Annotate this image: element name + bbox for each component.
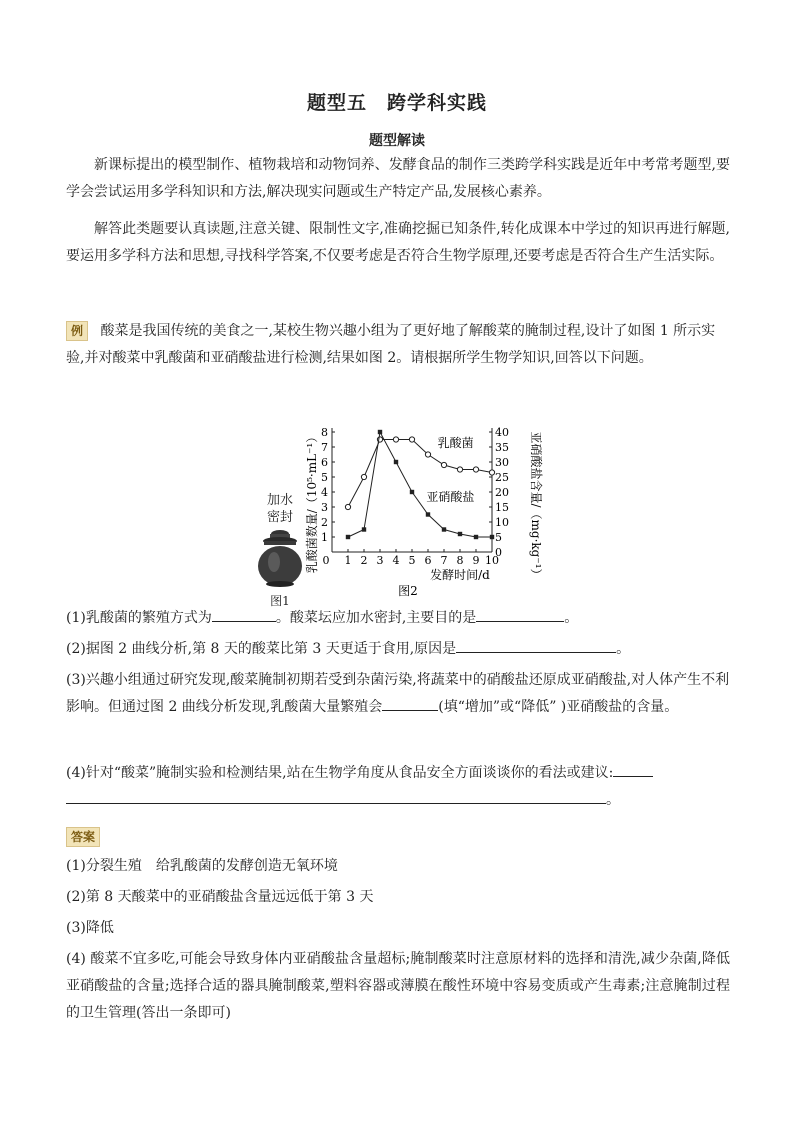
question-3-text-a: (3)兴趣小组通过研究发现,酸菜腌制初期若受到杂菌污染,将蔬菜中的硝酸盐还原成亚硝酸盐,对人体产生不利影响。但通过图 2 曲线分析发现,乳酸菌大量繁殖会: [66, 672, 730, 715]
y-left-tick-label: 8: [321, 426, 328, 439]
section-subtitle: 题型解读: [369, 133, 425, 149]
question-2: [66, 636, 730, 663]
x-tick-label: 10: [485, 554, 499, 567]
y-left-tick-label: 1: [321, 531, 328, 544]
y-right-tick-label: 25: [495, 471, 509, 484]
series-point-open-circle: [425, 452, 430, 457]
answer-badge: 答案: [66, 827, 100, 847]
example-text: 酸菜是我国传统的美食之一,某校生物兴趣小组为了更好地了解酸菜的腌制过程,设计了如图 1 所示实验,并对酸菜中乳酸菌和亚硝酸盐进行检测,结果如图 2。请根据所学生物学知识,回答以下问题。: [66, 323, 716, 366]
question-1-blank-2[interactable]: [476, 605, 564, 622]
example-block: [66, 318, 730, 372]
y-right-tick-label: 30: [495, 456, 509, 469]
question-4-blank-2[interactable]: [66, 787, 606, 804]
series-point-open-circle: [457, 467, 462, 472]
question-2-text-a: (2)据图 2 曲线分析,第 8 天的酸菜比第 3 天更适于食用,原因是: [66, 641, 457, 657]
y-right-tick-label: 35: [495, 441, 509, 454]
x-tick-label: 5: [408, 554, 416, 567]
figure-1-caption: 图1: [270, 594, 290, 608]
fermentation-chart: [300, 420, 543, 600]
x-tick-label: 8: [456, 554, 464, 567]
origin-label: 0: [322, 554, 330, 567]
series-label-1: 乳酸菌: [437, 436, 474, 450]
x-tick-label: 4: [392, 554, 400, 567]
y-left-tick-label: 5: [321, 471, 328, 484]
question-2-blank[interactable]: [456, 636, 616, 653]
x-tick-label: 6: [424, 554, 432, 567]
answer-1: (1)分裂生殖 给乳酸菌的发酵创造无氧环境: [66, 858, 338, 874]
series-point-open-circle: [441, 462, 446, 467]
series-point-filled-square: [458, 532, 462, 536]
y-axis-left-label-group: [304, 431, 319, 573]
series-point-open-circle: [361, 474, 366, 479]
question-3-text-b: (填“增加”或“降低” )亚硝酸盐的含量。: [438, 699, 679, 715]
x-tick-label: 2: [360, 554, 368, 567]
question-4-text-a: (4)针对“酸菜”腌制实验和检测结果,站在生物学角度从食品安全方面谈谈你的看法或建议:: [66, 765, 614, 781]
y-left-tick-label: 4: [321, 486, 328, 499]
intro-paragraph-1: 新课标提出的模型制作、植物栽培和动物饲养、发酵食品的制作三类跨学科实践是近年中考常考题型,要学会尝试运用多学科知识和方法,解决现实问题或生产特定产品,发展核心素养。: [66, 157, 730, 200]
series-point-filled-square: [378, 430, 382, 434]
example-badge: 例: [66, 321, 88, 341]
figure-1-label-line-1: 加水: [266, 493, 293, 508]
series-point-filled-square: [346, 535, 350, 539]
question-4-blank-1[interactable]: [613, 760, 653, 777]
answer-4: (4) 酸菜不宜多吃,可能会导致身体内亚硝酸盐含量超标;腌制酸菜时注意原材料的选择和清洗,减少杂菌,降低亚硝酸盐的含量;选择合适的器具腌制酸菜,塑料容器或薄膜在酸性环境中容易变质或产生毒素;注意腌制过程的卫生管理(答出一条即可): [66, 951, 730, 1021]
intro-paragraph-2: 解答此类题要认真读题,注意关键、限制性文字,准确挖掘已知条件,转化成课本中学过的知识再进行解题,要运用多学科方法和思想,寻找科学答案,不仅要考虑是否符合生物学原理,还要考虑是否符合生产生活实际。: [66, 221, 730, 264]
x-tick-label: 7: [440, 554, 448, 567]
question-1-text-b: 。酸菜坛应加水密封,主要目的是: [275, 610, 477, 626]
y-axis-right-label-group: [529, 431, 544, 580]
series-label-2: 亚硝酸盐: [426, 490, 475, 504]
y-right-tick-label: 5: [495, 531, 502, 544]
y-left-tick-label: 3: [321, 501, 328, 514]
y-axis-right-label: 亚硝酸盐含量/（mg·kg⁻¹）: [529, 431, 543, 581]
figure-2-caption: 图2: [398, 584, 418, 598]
question-2-text-b: 。: [616, 641, 631, 657]
series-point-filled-square: [394, 460, 398, 464]
series-point-filled-square: [474, 535, 478, 539]
series-point-filled-square: [410, 490, 414, 494]
series-point-open-circle: [489, 470, 494, 475]
answer-2: (2)第 8 天酸菜中的亚硝酸盐含量远远低于第 3 天: [66, 889, 374, 905]
question-3-blank[interactable]: [382, 694, 438, 711]
series-point-open-circle: [345, 504, 350, 509]
series-point-filled-square: [442, 527, 446, 531]
question-4: [66, 760, 730, 814]
y-left-tick-label: 2: [321, 516, 328, 529]
series-point-filled-square: [362, 527, 366, 531]
y-right-tick-label: 40: [495, 426, 509, 439]
question-1-text-a: (1)乳酸菌的繁殖方式为: [66, 610, 212, 626]
series-point-open-circle: [409, 437, 414, 442]
question-1-text-c: 。: [564, 610, 579, 626]
question-1: [66, 605, 730, 632]
y-left-tick-label: 6: [321, 456, 328, 469]
series-point-open-circle: [393, 437, 398, 442]
y-right-tick-label: 0: [495, 546, 502, 559]
series-point-filled-square: [426, 512, 430, 516]
y-left-tick-label: 7: [321, 441, 328, 454]
x-tick-label: 9: [472, 554, 480, 567]
series-point-open-circle: [473, 467, 478, 472]
series-point-filled-square: [490, 535, 494, 539]
question-4-text-b: 。: [606, 792, 620, 808]
figure-1-label-line-2: 密封: [266, 510, 293, 525]
page-title: 题型五 跨学科实践: [306, 92, 487, 114]
answer-badge-wrap: [66, 826, 100, 847]
y-right-tick-label: 15: [495, 501, 509, 514]
x-tick-label: 1: [344, 554, 352, 567]
y-right-tick-label: 10: [495, 516, 509, 529]
y-axis-left-label: 乳酸菌数量/（10⁵·mL⁻¹）: [305, 430, 319, 574]
question-3: [66, 667, 730, 721]
y-right-tick-label: 20: [495, 486, 509, 499]
figure-2: [300, 420, 543, 600]
x-tick-label: 3: [376, 554, 384, 567]
question-1-blank-1[interactable]: [212, 605, 276, 622]
x-axis-label: 发酵时间/d: [430, 568, 490, 582]
answer-3: (3)降低: [66, 920, 114, 936]
